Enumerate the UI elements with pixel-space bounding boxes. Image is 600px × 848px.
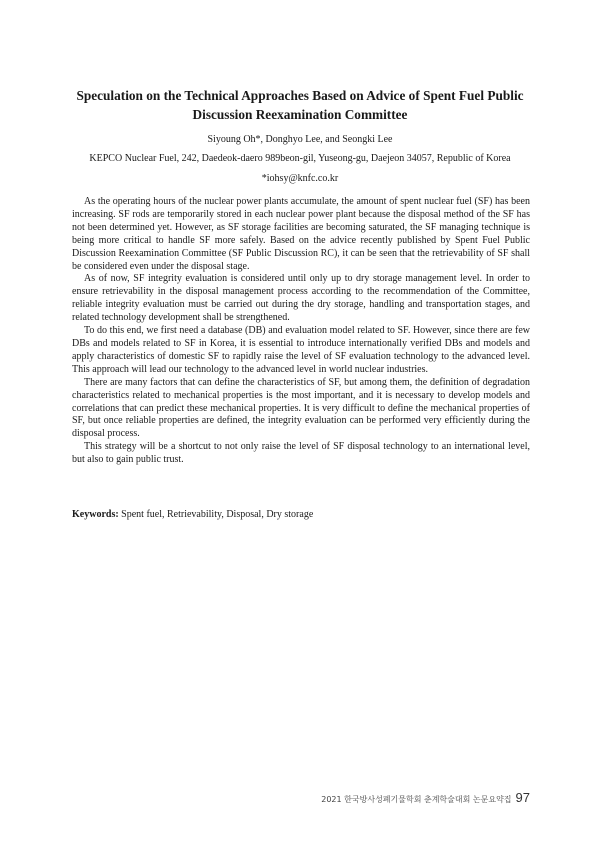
keywords-list: Spent fuel, Retrievability, Disposal, Dry storage [121,509,314,520]
page-footer [321,790,530,805]
author-affiliation: KEPCO Nuclear Fuel, 242, Daedeok-daero 989beon-gil, Yuseong-gu, Daejeon 34057, Republic of Korea [89,153,511,164]
abstract-paragraph-3: To do this end, we first need a database (DB) and evaluation model related to SF. However, since there are few DBs and models related to SF in Korea, it is essential to introduce internationally verified DBs and models and apply characteristics of domestic SF to rapidly raise the level of SF evaluation technology to the advanced level. This approach will lead our technology to the advanced level in world nuclear industries. [72,325,530,375]
paper-title: Speculation on the Technical Approaches Based on Advice of Spent Fuel Public Discussion Reexamination Committee [76,88,524,122]
proceedings-name: 2021 한국방사성폐기물학회 춘계학술대회 논문요약집 [321,795,512,804]
abstract-paragraph-1: As the operating hours of the nuclear power plants accumulate, the amount of spent nuclear fuel (SF) has been increasing. SF rods are temporarily stored in each nuclear power plant because the disposal method of the SF has not been determined yet. However, as SF storage facilities are becoming saturated, the SF managing technique is being more critical to handle SF more safely. Based on the advice recently published by Spent Fuel Public Discussion Reexamination Committee (SF Public Discussion RC), it can be seen that the retrievability of SF shall be considered even under the disposal stage. [72,196,530,272]
abstract-paragraph-5: This strategy will be a shortcut to not only raise the level of SF disposal technology to an international level, but also to gain public trust. [72,441,530,466]
corresponding-email: *iohsy@knfc.co.kr [261,173,339,184]
abstract-paragraph-4: There are many factors that can define the characteristics of SF, but among them, the definition of degradation characteristics related to mechanical properties is the most important, and it is necessary to develop models and correlations that can predict these mechanical properties. It is very difficult to define the mechanical properties of SF, but once reliable properties are defined, the integrity evaluation can be performed very efficiently during the disposal process. [72,376,530,440]
author-list: Siyoung Oh*, Donghyo Lee, and Seongki Lee [207,134,393,145]
abstract-body [72,196,530,467]
keywords-label: Keywords: [72,509,119,520]
abstract-paragraph-2: As of now, SF integrity evaluation is considered until only up to dry storage management level. In order to ensure retrievability in the disposal management process according to the recommendation of the Committee, reliable integrity evaluation must be carried out during the dry storage, handling and transportation stages, and related technology development shall be strengthened. [72,273,530,324]
keywords-line [72,508,530,521]
page-number: 97 [515,790,530,805]
